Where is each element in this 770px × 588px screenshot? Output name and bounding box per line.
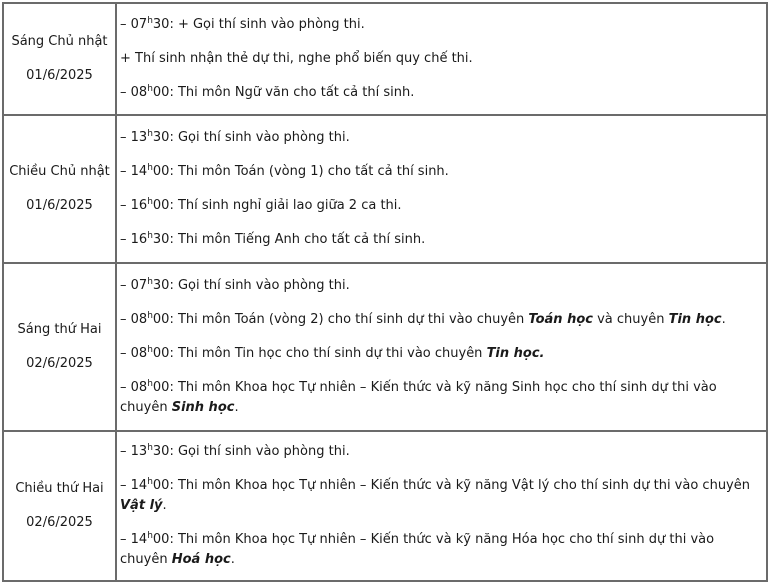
activity-item: – 07$^h$30: Gọi thí sinh vào phòng thi. xyxy=(120,277,350,293)
day-cell xyxy=(3,3,116,115)
schedule-row xyxy=(3,3,767,115)
activity-item: – 14$^h$00: Thi môn Khoa học Tự nhiên – Kiến thức và kỹ năng Vật lý cho thí sinh dự thi vào chuyên Vật lý. xyxy=(120,477,750,513)
activity-item: – 16$^h$30: Thi môn Tiếng Anh cho tất cả thí sinh. xyxy=(120,231,426,247)
activity-item: – 08$^h$00: Thi môn Ngữ văn cho tất cả thí sinh. xyxy=(120,84,415,100)
activity-item: – 14$^h$00: Thi môn Khoa học Tự nhiên – Kiến thức và kỹ năng Hóa học cho thí sinh dự thi vào chuyên Hoá học. xyxy=(120,531,715,567)
activity-item: – $07^h30$: + Gọi thí sinh vào phòng thi. xyxy=(120,16,365,32)
activity-item: – 13$^h$30: Gọi thí sinh vào phòng thi. xyxy=(120,443,350,459)
day-cell xyxy=(3,431,116,581)
activity-item: – 14$^h$00: Thi môn Toán (vòng 1) cho tất cả thí sinh. xyxy=(120,163,449,179)
subject-emphasis: Vật lý xyxy=(120,498,163,513)
subject-emphasis: Tin học. xyxy=(486,346,545,361)
activities-cell xyxy=(116,115,767,263)
day-label: Chiều thứ Hai xyxy=(15,481,104,496)
day-date: 02/6/2025 xyxy=(26,515,93,530)
activity-item: – 13$^h$30: Gọi thí sinh vào phòng thi. xyxy=(120,129,350,145)
subject-emphasis: Hoá học xyxy=(171,552,231,567)
schedule-row xyxy=(3,263,767,431)
activities-cell xyxy=(116,431,767,581)
activity-item: – 08$^h$00: Thi môn Tin học cho thí sinh dự thi vào chuyên Tin học. xyxy=(120,345,545,361)
activity-item: + Thí sinh nhận thẻ dự thi, nghe phổ biến quy chế thi. xyxy=(120,51,473,66)
activities-cell xyxy=(116,263,767,431)
subject-emphasis: Tin học xyxy=(668,312,722,327)
day-label: Sáng Chủ nhật xyxy=(11,34,108,49)
activity-item: – 16$^h$00: Thí sinh nghỉ giải lao giữa 2 ca thi. xyxy=(120,197,402,213)
activity-item: – 08$^h$00: Thi môn Khoa học Tự nhiên – Kiến thức và kỹ năng Sinh học cho thí sinh dự thi vào chuyên Sinh học. xyxy=(120,379,717,415)
subject-emphasis: Sinh học xyxy=(171,400,235,415)
day-label: Sáng thứ Hai xyxy=(17,322,102,337)
subject-emphasis: Toán học xyxy=(528,312,593,327)
activities-cell xyxy=(116,3,767,115)
day-label: Chiều Chủ nhật xyxy=(9,164,110,179)
day-cell xyxy=(3,115,116,263)
day-date: 01/6/2025 xyxy=(26,198,93,213)
schedule-row xyxy=(3,115,767,263)
exam-schedule-table xyxy=(2,2,768,582)
activity-item: – 08$^h$00: Thi môn Toán (vòng 2) cho thí sinh dự thi vào chuyên Toán học và chuyên Tin học. xyxy=(120,311,726,327)
day-cell xyxy=(3,263,116,431)
day-date: 01/6/2025 xyxy=(26,68,93,83)
day-date: 02/6/2025 xyxy=(26,356,93,371)
schedule-row xyxy=(3,431,767,581)
